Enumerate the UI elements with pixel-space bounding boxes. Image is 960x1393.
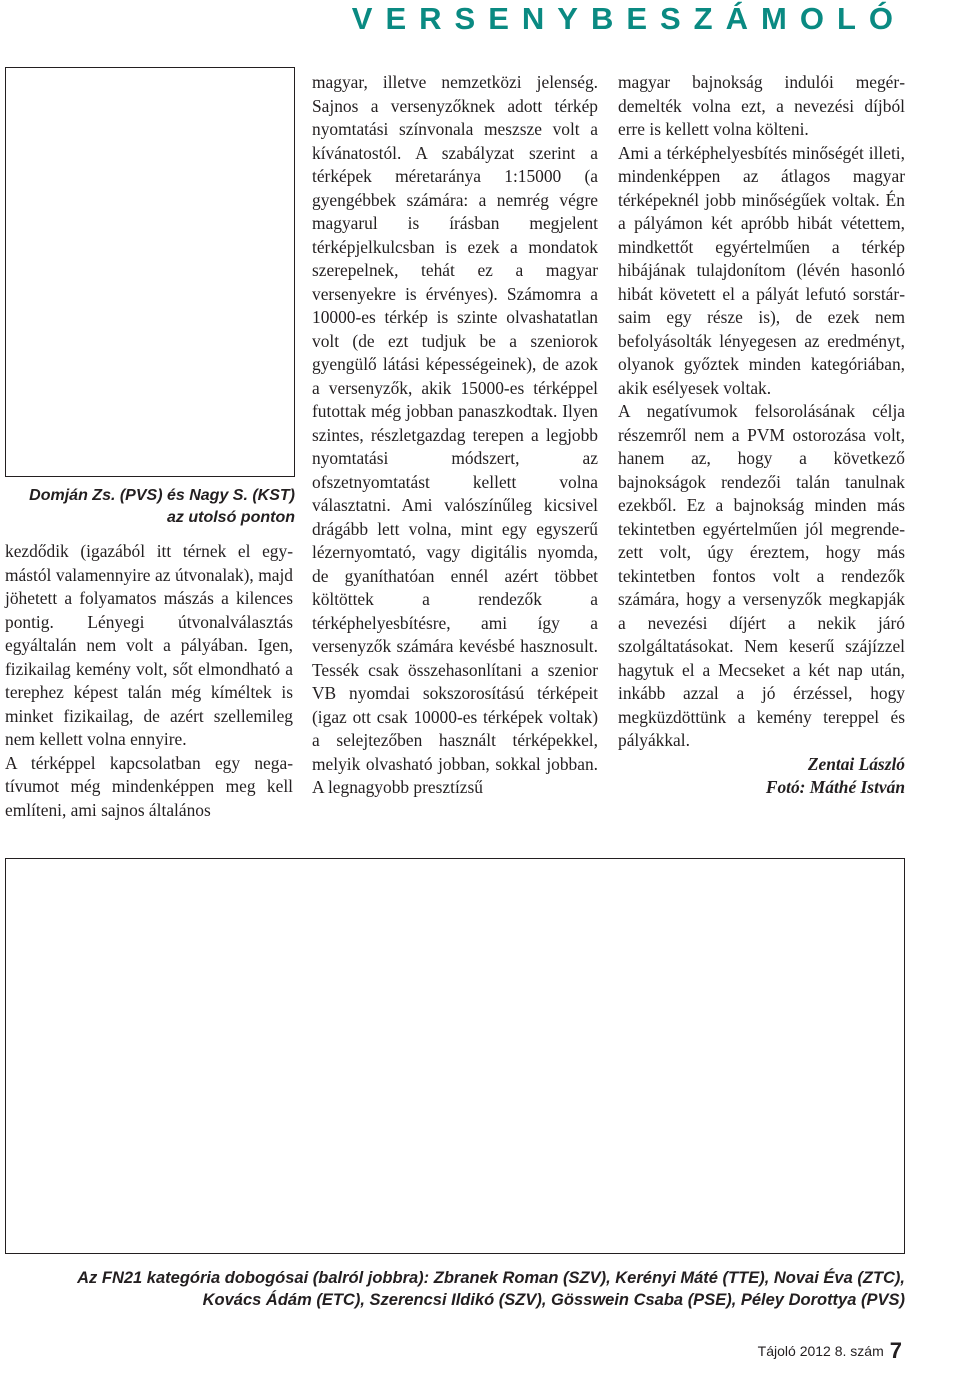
photo-bottom-caption-line2: Kovács Ádám (ETC), Szerencsi Ildikó (SZV), Gösswein Csaba (PSE), Péley Dorottya (PVS) (202, 1291, 905, 1309)
article-column-3 (618, 71, 905, 800)
photo-bottom-caption (5, 1267, 905, 1311)
photo-top (5, 67, 295, 477)
paragraph: kezdődik (igazából itt térnek el egymástól valamennyire az útvonalak), majd jöhetett a folyamatos mászás a kilences pontig. Lényegi útvonalválasztás egyáltalán nem volt a pályában. Igen, fizikailag kemény volt, sőt elmondható a terephez képest talán még kíméltek is minket fizikailag, de azért szellemileg nem kellett volna ennyire. (5, 541, 293, 749)
publication-info: Tájoló 2012 8. szám (757, 1343, 884, 1359)
page-number: 7 (889, 1338, 902, 1363)
paragraph: magyar, illetve nemzetközi jelenség. Sajnos a versenyzőknek adott térkép nyomtatási színvonala meszsze volt a kívánatostól. A szabályzat szerint a térképek méretaránya 1:15000 (a gyengébbek számára: a nemrég végre magyarul is írásban megjelent térképjelkulcsban is ezek a mondatok szerepelnek, tehát ez a magyar versenyekre is érvényes). Számomra a 10000-es térkép is szinte olvashatatlan volt (de ezt tudjuk be a szeniorok gyengülő látási képességeinek), de azok a versenyzők, akik 15000-es térképpel futottak még jobban panaszkodtak. Ilyen szintes, részletgazdag terepen a legjobb nyomtatási módszert, az ofszetnyomtatást kellett volna választatni. Ami valószínűleg kicsivel drágább lett volna, mint egy egyszerű lézernyomtató, vagy digitális nyomda, de gyaníthatóan ennél azért többet költöttek a rendezők a térképhelyesbítésre, ami így a versenyzők számára kevésbé hasznosult. Tessék csak összehasonlítani a szenior VB nyomdai sokszorosítású térképeit (igaz ott csak 10000-es térképek voltak) a selejtezőben használt térképekkel, melyik olvasható jobban, sokkal jobban. A legnagyobb presztízsű (312, 72, 598, 797)
photo-credit: Fotó: Máthé István (765, 777, 905, 797)
paragraph: magyar bajnokság indulói megérdemelték volna ezt, a nevezési díjból erre is kellett volna költeni. (618, 72, 905, 139)
photo-bottom-caption-line1: Az FN21 kategória dobogósai (balról jobbra): Zbranek Roman (SZV), Kerényi Máté (TTE), Novai Éva (ZTC), (77, 1269, 905, 1287)
author-name: Zentai László (807, 753, 905, 774)
article-column-1 (5, 540, 293, 822)
paragraph: A térképpel kapcsolatban egy negatívumot még mindenképpen meg kell említeni, ami sajnos általános (5, 752, 293, 820)
paragraph: Ami a térképhelyesbítés minőségét illeti, mindenképpen az átlagos magyar térképeknél jobb minőségűek voltak. Én a pályámon két apróbb hibát vétettem, mindkettőt egyértelműen a térkép hibájának tulajdonítom (lévén hasonló hibát követett el a pályát lefutó sorstársaim egy része is), de ezek nem befolyásolták lényegesen az eredményt, olyanok győztek minden kategóriában, akik esélyesek voltak. (618, 142, 905, 398)
photo-top-caption-line1: Domján Zs. (PVS) és Nagy S. (KST) (29, 487, 295, 504)
paragraph: A negatívumok felsorolásának célja részemről nem a PVM ostorozása volt, hanem az, hogy a következő bajnokságok rendezői talán tanulnak ezekből. Ez a bajnokság minden más tekintetben egyértelműen jól megrendezett volt, úgy éreztem, hogy más tekintetben fontos volt a rendezők számára, hogy a versenyzők megkapják a nevezési díjért a nekik járó szolgáltatásokat. Nem keserű szájízzel hagytuk el a Mecseket a két nap után, inkább azzal a jó érzéssel, hogy megküzdöttünk a kemény tereppel és pályákkal. (618, 401, 905, 750)
photo-top-caption (5, 485, 295, 529)
photo-top-caption-line2: az utolsó ponton (167, 509, 295, 526)
photo-bottom (5, 858, 905, 1254)
section-title: VERSENYBESZÁMOLÓ (351, 1, 906, 36)
page-footer (758, 1339, 902, 1363)
article-column-2 (312, 71, 598, 800)
